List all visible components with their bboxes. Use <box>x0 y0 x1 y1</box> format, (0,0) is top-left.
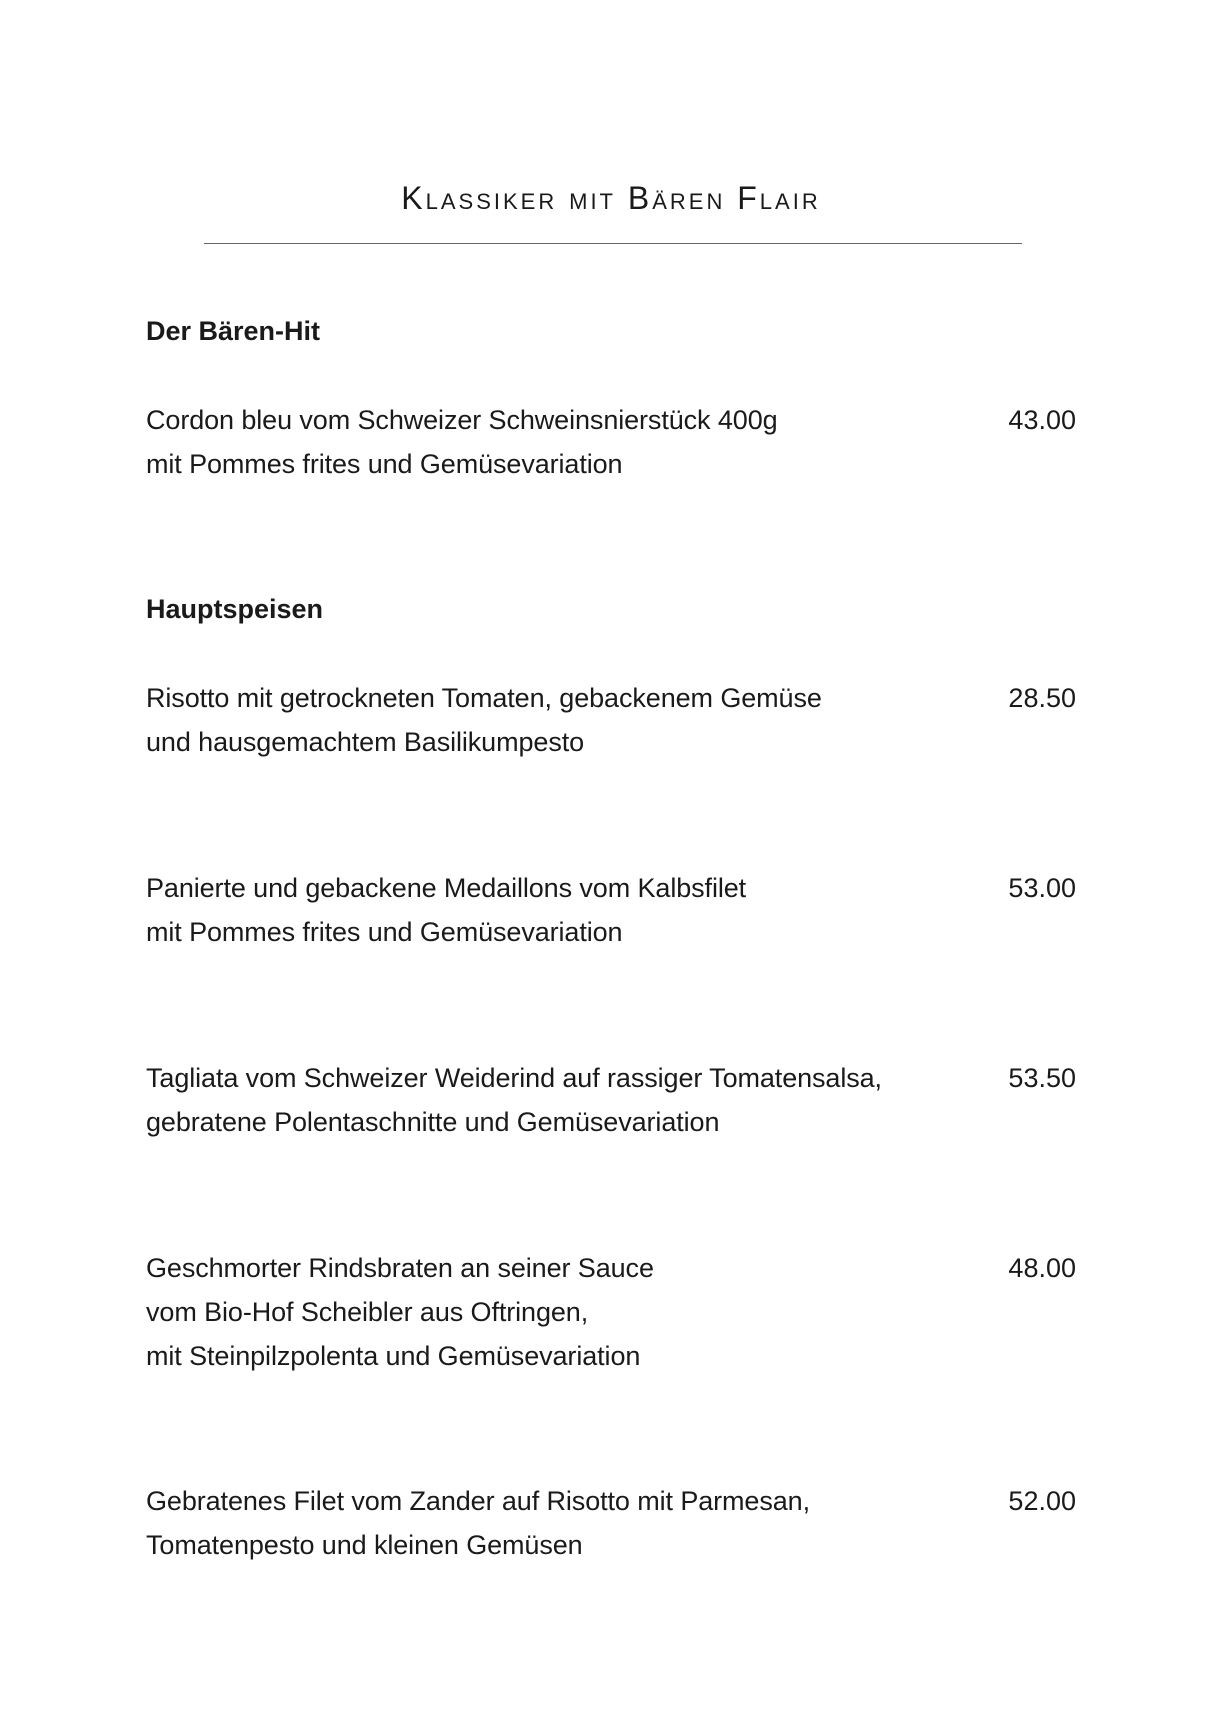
menu-item-zander <box>146 1479 1076 1567</box>
item-description-line: Tagliata vom Schweizer Weiderind auf rassiger Tomatensalsa, <box>146 1063 882 1093</box>
item-price: 53.50 <box>1008 1063 1076 1093</box>
menu-item-risotto <box>146 676 1076 764</box>
item-description-line: gebratene Polentaschnitte und Gemüsevariation <box>146 1107 720 1137</box>
item-description-line: Panierte und gebackene Medaillons vom Kalbsfilet <box>146 873 747 903</box>
item-description-line: mit Pommes frites und Gemüsevariation <box>146 449 623 479</box>
item-description-line: Risotto mit getrockneten Tomaten, gebackenem Gemüse <box>146 683 822 713</box>
item-description-line: mit Pommes frites und Gemüsevariation <box>146 917 623 947</box>
menu-item-rindsbraten <box>146 1246 1076 1378</box>
item-price: 28.50 <box>1008 683 1076 713</box>
menu-item-kalbsmedaillons <box>146 866 1076 954</box>
item-description-line: vom Bio-Hof Scheibler aus Oftringen, <box>146 1297 589 1327</box>
item-description-line: Cordon bleu vom Schweizer Schweinsnierstück 400g <box>146 405 778 435</box>
item-description <box>146 398 986 486</box>
page-title: Klassiker mit Bären Flair <box>401 180 821 216</box>
item-description-line: Geschmorter Rindsbraten an seiner Sauce <box>146 1253 654 1283</box>
item-price: 52.00 <box>1008 1486 1076 1516</box>
item-description <box>146 1056 986 1144</box>
section-heading-baeren-hit: Der Bären-Hit <box>146 316 321 346</box>
item-description <box>146 1479 986 1567</box>
item-description-line: und hausgemachtem Basilikumpesto <box>146 727 585 757</box>
menu-item-tagliata <box>146 1056 1076 1144</box>
item-description-line: Tomatenpesto und kleinen Gemüsen <box>146 1530 583 1560</box>
title-divider <box>204 243 1022 244</box>
menu-item-cordon-bleu <box>146 398 1076 486</box>
item-description-line: mit Steinpilzpolenta und Gemüsevariation <box>146 1341 641 1371</box>
section-heading-hauptspeisen: Hauptspeisen <box>146 594 324 624</box>
item-price: 48.00 <box>1008 1253 1076 1283</box>
item-description <box>146 866 986 954</box>
item-price: 53.00 <box>1008 873 1076 903</box>
item-description <box>146 676 986 764</box>
item-price: 43.00 <box>1008 405 1076 435</box>
item-description <box>146 1246 986 1378</box>
item-description-line: Gebratenes Filet vom Zander auf Risotto mit Parmesan, <box>146 1486 810 1516</box>
